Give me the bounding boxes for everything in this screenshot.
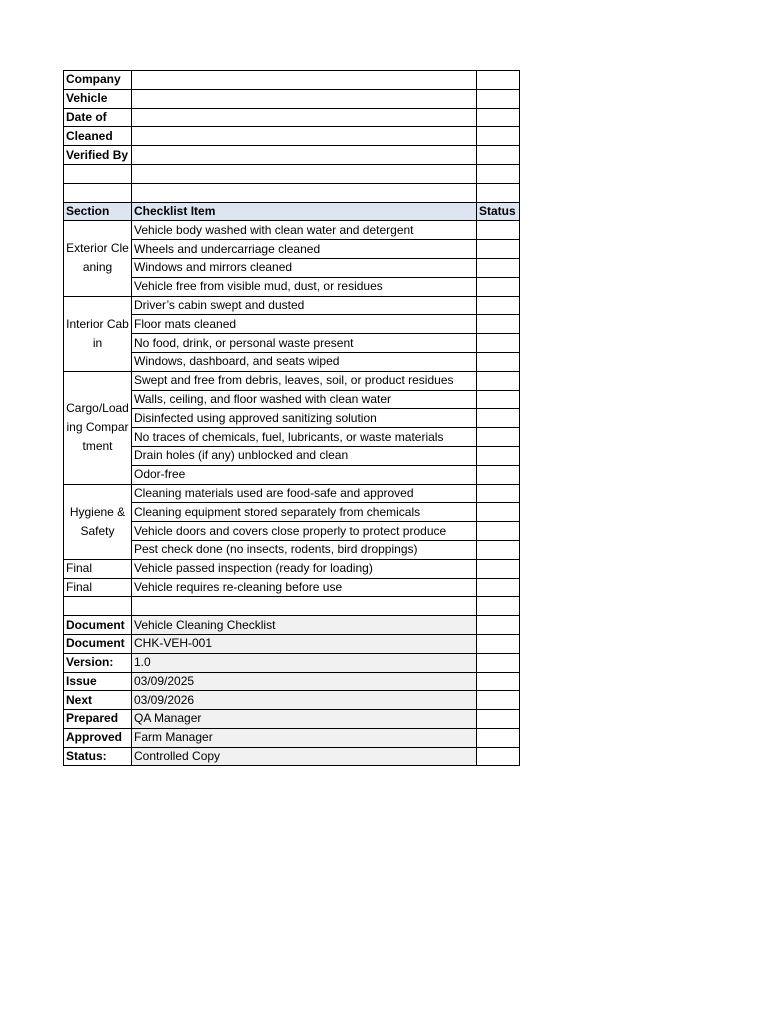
table-row	[64, 296, 520, 315]
doc-info-value: 03/09/2025	[132, 672, 477, 691]
final-row	[64, 559, 520, 578]
status-cell[interactable]	[477, 334, 520, 353]
doc-info-label: Prepared	[64, 710, 132, 729]
status-cell[interactable]	[477, 446, 520, 465]
status-column-header: Status	[477, 202, 520, 221]
table-row	[64, 258, 520, 277]
checklist-item: Windows and mirrors cleaned	[132, 258, 477, 277]
checklist-item: No food, drink, or personal waste present	[132, 334, 477, 353]
final-item: Vehicle requires re-cleaning before use	[132, 578, 477, 597]
table-row	[64, 221, 520, 240]
blank-cell	[477, 728, 520, 747]
blank-cell	[477, 71, 520, 90]
checklist-item: Cleaning equipment stored separately from chemicals	[132, 503, 477, 522]
doc-info-value: QA Manager	[132, 710, 477, 729]
vehicle-cleaning-checklist-table	[63, 70, 520, 766]
blank-cell	[477, 672, 520, 691]
table-row	[64, 540, 520, 559]
checklist-item: Cleaning materials used are food-safe and approved	[132, 484, 477, 503]
status-cell[interactable]	[477, 578, 520, 597]
final-label: Final	[64, 578, 132, 597]
doc-info-row	[64, 616, 520, 635]
table-row	[64, 315, 520, 334]
checklist-item: Driver’s cabin swept and dusted	[132, 296, 477, 315]
doc-info-row	[64, 653, 520, 672]
table-row	[64, 390, 520, 409]
table-row	[64, 371, 520, 390]
blank-cell	[477, 108, 520, 127]
blank-cell	[477, 183, 520, 202]
doc-info-row	[64, 710, 520, 729]
checklist-item: Disinfected using approved sanitizing solution	[132, 409, 477, 428]
section-hygiene-safety: Hygiene & Safety	[64, 484, 132, 559]
status-cell[interactable]	[477, 296, 520, 315]
doc-info-row	[64, 672, 520, 691]
status-cell[interactable]	[477, 352, 520, 371]
checklist-item: Vehicle body washed with clean water and detergent	[132, 221, 477, 240]
header-label: Cleaned	[64, 127, 132, 146]
section-cargo-loading-compartment: Cargo/Loading Compartment	[64, 371, 132, 484]
blank-cell	[477, 691, 520, 710]
doc-info-value: Controlled Copy	[132, 747, 477, 766]
status-cell[interactable]	[477, 559, 520, 578]
table-row	[64, 334, 520, 353]
doc-info-row	[64, 747, 520, 766]
blank-cell	[132, 183, 477, 202]
blank-cell	[132, 164, 477, 183]
empty-row	[64, 597, 520, 616]
blank-cell	[477, 634, 520, 653]
company-value[interactable]	[132, 71, 477, 90]
item-column-header: Checklist Item	[132, 202, 477, 221]
doc-info-label: Approved	[64, 728, 132, 747]
doc-info-label: Next	[64, 691, 132, 710]
blank-cell	[477, 597, 520, 616]
status-cell[interactable]	[477, 465, 520, 484]
status-cell[interactable]	[477, 277, 520, 296]
blank-cell	[477, 146, 520, 165]
table-row	[64, 465, 520, 484]
checklist-item: Vehicle free from visible mud, dust, or residues	[132, 277, 477, 296]
blank-cell	[477, 653, 520, 672]
final-label: Final	[64, 559, 132, 578]
doc-info-row	[64, 691, 520, 710]
doc-info-value: 03/09/2026	[132, 691, 477, 710]
header-row-date-of	[64, 108, 520, 127]
header-label: Company	[64, 71, 132, 90]
checklist-item: No traces of chemicals, fuel, lubricants, or waste materials	[132, 428, 477, 447]
status-cell[interactable]	[477, 315, 520, 334]
section-column-header: Section	[64, 202, 132, 221]
doc-info-row	[64, 728, 520, 747]
table-row	[64, 428, 520, 447]
doc-info-value: Farm Manager	[132, 728, 477, 747]
checklist-item: Vehicle doors and covers close properly to protect produce	[132, 522, 477, 541]
blank-cell	[477, 710, 520, 729]
table-row	[64, 446, 520, 465]
blank-cell	[477, 616, 520, 635]
status-cell[interactable]	[477, 240, 520, 259]
blank-cell	[477, 747, 520, 766]
header-row-company	[64, 71, 520, 90]
table-row	[64, 503, 520, 522]
doc-info-value: CHK-VEH-001	[132, 634, 477, 653]
doc-info-label: Status:	[64, 747, 132, 766]
verified-by-value[interactable]	[132, 146, 477, 165]
status-cell[interactable]	[477, 409, 520, 428]
header-row-vehicle	[64, 89, 520, 108]
table-row	[64, 522, 520, 541]
doc-info-label: Document	[64, 616, 132, 635]
blank-cell	[477, 89, 520, 108]
table-row	[64, 277, 520, 296]
empty-row	[64, 164, 520, 183]
status-cell[interactable]	[477, 221, 520, 240]
blank-cell	[64, 164, 132, 183]
blank-cell	[477, 127, 520, 146]
status-cell[interactable]	[477, 484, 520, 503]
date-of-value[interactable]	[132, 108, 477, 127]
status-cell[interactable]	[477, 428, 520, 447]
cleaned-value[interactable]	[132, 127, 477, 146]
blank-cell	[132, 597, 477, 616]
checklist-item: Windows, dashboard, and seats wiped	[132, 352, 477, 371]
checklist-item: Swept and free from debris, leaves, soil, or product residues	[132, 371, 477, 390]
status-cell[interactable]	[477, 540, 520, 559]
table-row	[64, 484, 520, 503]
status-cell[interactable]	[477, 258, 520, 277]
header-row-verified-by	[64, 146, 520, 165]
checklist-item: Drain holes (if any) unblocked and clean	[132, 446, 477, 465]
doc-info-label: Version:	[64, 653, 132, 672]
table-row	[64, 409, 520, 428]
checklist-item: Wheels and undercarriage cleaned	[132, 240, 477, 259]
status-cell[interactable]	[477, 503, 520, 522]
section-interior-cabin: Interior Cabin	[64, 296, 132, 371]
status-cell[interactable]	[477, 390, 520, 409]
header-row-cleaned	[64, 127, 520, 146]
checklist-item: Walls, ceiling, and floor washed with clean water	[132, 390, 477, 409]
final-row	[64, 578, 520, 597]
table-row	[64, 240, 520, 259]
doc-info-label: Issue	[64, 672, 132, 691]
checklist-header-row	[64, 202, 520, 221]
doc-info-row	[64, 634, 520, 653]
header-label: Date of	[64, 108, 132, 127]
checklist-item: Odor-free	[132, 465, 477, 484]
checklist-item: Floor mats cleaned	[132, 315, 477, 334]
table-row	[64, 352, 520, 371]
doc-info-label: Document	[64, 634, 132, 653]
checklist-item: Pest check done (no insects, rodents, bird droppings)	[132, 540, 477, 559]
vehicle-value[interactable]	[132, 89, 477, 108]
empty-row	[64, 183, 520, 202]
doc-info-value: Vehicle Cleaning Checklist	[132, 616, 477, 635]
blank-cell	[477, 164, 520, 183]
blank-cell	[64, 597, 132, 616]
final-item: Vehicle passed inspection (ready for loading)	[132, 559, 477, 578]
header-label: Verified By	[64, 146, 132, 165]
section-exterior-cleaning: Exterior Cleaning	[64, 221, 132, 296]
status-cell[interactable]	[477, 371, 520, 390]
status-cell[interactable]	[477, 522, 520, 541]
blank-cell	[64, 183, 132, 202]
doc-info-value: 1.0	[132, 653, 477, 672]
header-label: Vehicle	[64, 89, 132, 108]
